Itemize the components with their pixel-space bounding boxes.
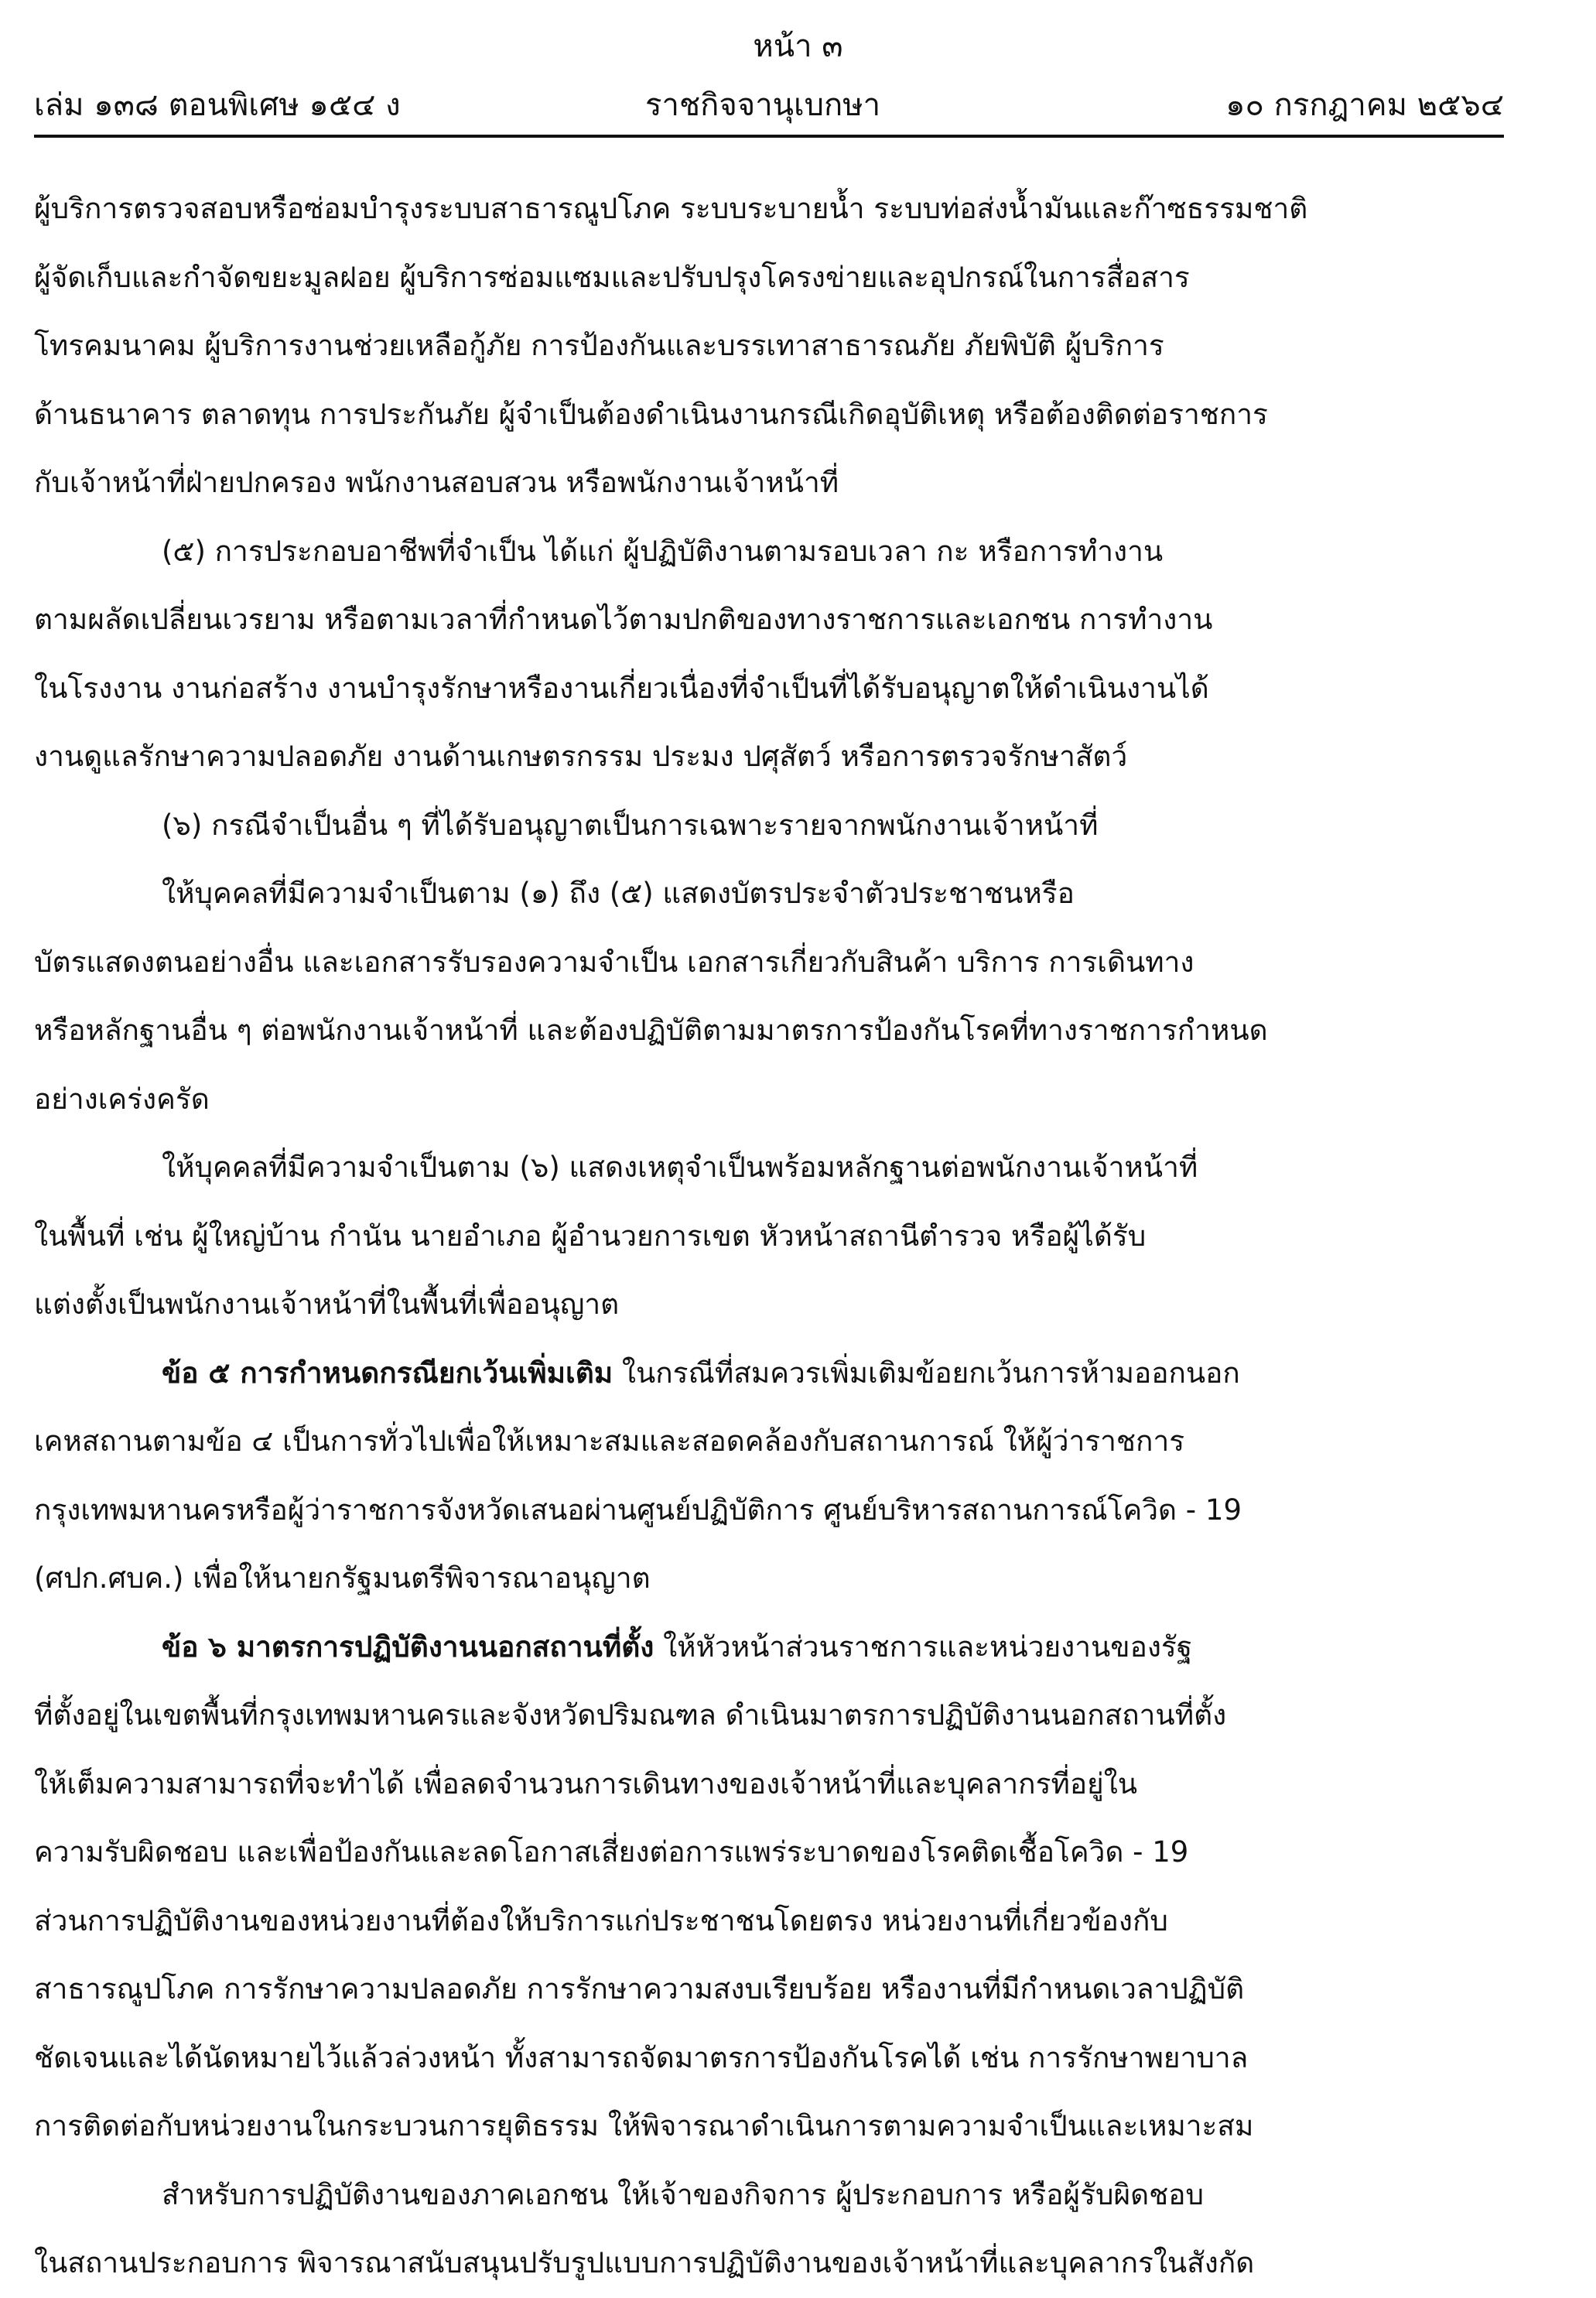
text-line: ในโรงงาน งานก่อสร้าง งานบำรุงรักษาหรืองานเกี่ยวเนื่องที่จำเป็นที่ได้รับอนุญาตให้ดำเนินงานได้	[34, 671, 1209, 705]
page-number: หน้า ๓	[753, 29, 843, 64]
text-line: ชัดเจนและได้นัดหมายไว้แล้วล่วงหน้า ทั้งสามารถจัดมาตรการป้องกันโรคได้ เช่น การรักษาพยาบาล	[34, 2040, 1249, 2074]
text-line: บัตรแสดงตนอย่างอื่น และเอกสารรับรองความจำเป็น เอกสารเกี่ยวกับสินค้า บริการ การเดินทาง	[34, 945, 1194, 979]
text-line: กับเจ้าหน้าที่ฝ่ายปกครอง พนักงานสอบสวน หรือพนักงานเจ้าหน้าที่	[34, 466, 839, 499]
text-line: ในสถานประกอบการ พิจารณาสนับสนุนปรับรูปแบบการปฏิบัติงานของเจ้าหน้าที่และบุคลากรในสังกัด	[34, 2246, 1255, 2279]
text-line: ในพื้นที่ เช่น ผู้ใหญ่บ้าน กำนัน นายอำเภอ ผู้อำนวยการเขต หัวหน้าสถานีตำรวจ หรือผู้ได้รับ	[34, 1219, 1147, 1253]
section-6-text: ให้หัวหน้าส่วนราชการและหน่วยงานของรัฐ	[654, 1629, 1193, 1664]
gazette-title: ราชกิจจานุเบกษา	[645, 87, 881, 123]
text-line: ผู้บริการตรวจสอบหรือซ่อมบำรุงระบบสาธารณูปโภค ระบบระบายน้ำ ระบบท่อส่งน้ำมันและก๊าซธรรมชาติ	[34, 192, 1308, 225]
text-line: ให้บุคคลที่มีความจำเป็นตาม (๖) แสดงเหตุจำเป็นพร้อมหลักฐานต่อพนักงานเจ้าหน้าที่	[162, 1151, 1198, 1184]
text-line: สำหรับการปฏิบัติงานของภาคเอกชน ให้เจ้าของกิจการ ผู้ประกอบการ หรือผู้รับผิดชอบ	[162, 2177, 1204, 2211]
section-5-text: ในกรณีที่สมควรเพิ่มเติมข้อยกเว้นการห้ามออกนอก	[613, 1356, 1240, 1390]
text-line: เคหสถานตามข้อ ๔ เป็นการทั่วไปเพื่อให้เหมาะสมและสอดคล้องกับสถานการณ์ ให้ผู้ว่าราชการ	[34, 1424, 1185, 1458]
text-line: ความรับผิดชอบ และเพื่อป้องกันและลดโอกาสเสี่ยงต่อการแพร่ระบาดของโรคติดเชื้อโควิด - 19	[34, 1835, 1189, 1869]
header-divider	[34, 135, 1504, 138]
text-line: โทรคมนาคม ผู้บริการงานช่วยเหลือกู้ภัย การป้องกันและบรรเทาสาธารณภัย ภัยพิบัติ ผู้บริการ	[34, 329, 1164, 362]
text-line: อย่างเคร่งครัด	[34, 1082, 210, 1116]
text-line: (๕) การประกอบอาชีพที่จำเป็น ได้แก่ ผู้ปฏิบัติงานตามรอบเวลา กะ หรือการทำงาน	[162, 534, 1164, 568]
gazette-header	[34, 82, 1504, 128]
text-line: ให้เต็มความสามารถที่จะทำได้ เพื่อลดจำนวนการเดินทางของเจ้าหน้าที่และบุคลากรที่อยู่ใน	[34, 1766, 1138, 1800]
text-line: การติดต่อกับหน่วยงานในกระบวนการยุติธรรม ให้พิจารณาดำเนินการตามความจำเป็นและเหมาะสม	[34, 2109, 1254, 2142]
text-line: งานดูแลรักษาความปลอดภัย งานด้านเกษตรกรรม ประมง ปศุสัตว์ หรือการตรวจรักษาสัตว์	[34, 740, 1128, 773]
section-6-heading: ข้อ ๖ มาตรการปฏิบัติงานนอกสถานที่ตั้ง	[162, 1629, 654, 1664]
text-line: (ศปก.ศบค.) เพื่อให้นายกรัฐมนตรีพิจารณาอนุญาต	[34, 1561, 651, 1595]
publication-date: ๑๐ กรกฎาคม ๒๕๖๔	[1225, 87, 1504, 123]
text-line: หรือหลักฐานอื่น ๆ ต่อพนักงานเจ้าหน้าที่ และต้องปฏิบัติตามมาตรการป้องกันโรคที่ทางราชการกำหนด	[34, 1014, 1268, 1047]
section-5-heading: ข้อ ๕ การกำหนดกรณียกเว้นเพิ่มเติม	[162, 1356, 613, 1390]
text-line: ตามผลัดเปลี่ยนเวรยาม หรือตามเวลาที่กำหนดไว้ตามปกติของทางราชการและเอกชน การทำงาน	[34, 603, 1213, 636]
text-line: ที่ตั้งอยู่ในเขตพื้นที่กรุงเทพมหานครและจังหวัดปริมณฑล ดำเนินมาตรการปฏิบัติงานนอกสถานที่ตั้ง	[34, 1698, 1227, 1732]
text-line: แต่งตั้งเป็นพนักงานเจ้าหน้าที่ในพื้นที่เพื่ออนุญาต	[34, 1287, 620, 1321]
text-line: สาธารณูปโภค การรักษาความปลอดภัย การรักษาความสงบเรียบร้อย หรืองานที่มีกำหนดเวลาปฏิบัติ	[34, 1972, 1245, 2006]
text-line: ส่วนการปฏิบัติงานของหน่วยงานที่ต้องให้บริการแก่ประชาชนโดยตรง หน่วยงานที่เกี่ยวข้องกับ	[34, 1903, 1168, 1937]
text-line: (๖) กรณีจำเป็นอื่น ๆ ที่ได้รับอนุญาตเป็นการเฉพาะรายจากพนักงานเจ้าหน้าที่	[162, 808, 1099, 842]
text-line: ด้านธนาคาร ตลาดทุน การประกันภัย ผู้จำเป็นต้องดำเนินงานกรณีเกิดอุบัติเหตุ หรือต้องติดต่อราชการ	[34, 397, 1268, 431]
document-body	[34, 175, 1504, 2298]
section-6-line	[34, 1613, 1504, 1682]
text-line: กรุงเทพมหานครหรือผู้ว่าราชการจังหวัดเสนอผ่านศูนย์ปฏิบัติการ ศูนย์บริหารสถานการณ์โควิด - 19	[34, 1493, 1242, 1527]
text-line: ผู้จัดเก็บและกำจัดขยะมูลฝอย ผู้บริการซ่อมแซมและปรับปรุงโครงข่ายและอุปกรณ์ในการสื่อสาร	[34, 260, 1190, 294]
text-line: ให้บุคคลที่มีความจำเป็นตาม (๑) ถึง (๕) แสดงบัตรประจำตัวประชาชนหรือ	[162, 877, 1075, 910]
volume-issue: เล่ม ๑๓๘ ตอนพิเศษ ๑๕๔ ง	[34, 87, 401, 123]
section-5-line	[34, 1339, 1504, 1408]
